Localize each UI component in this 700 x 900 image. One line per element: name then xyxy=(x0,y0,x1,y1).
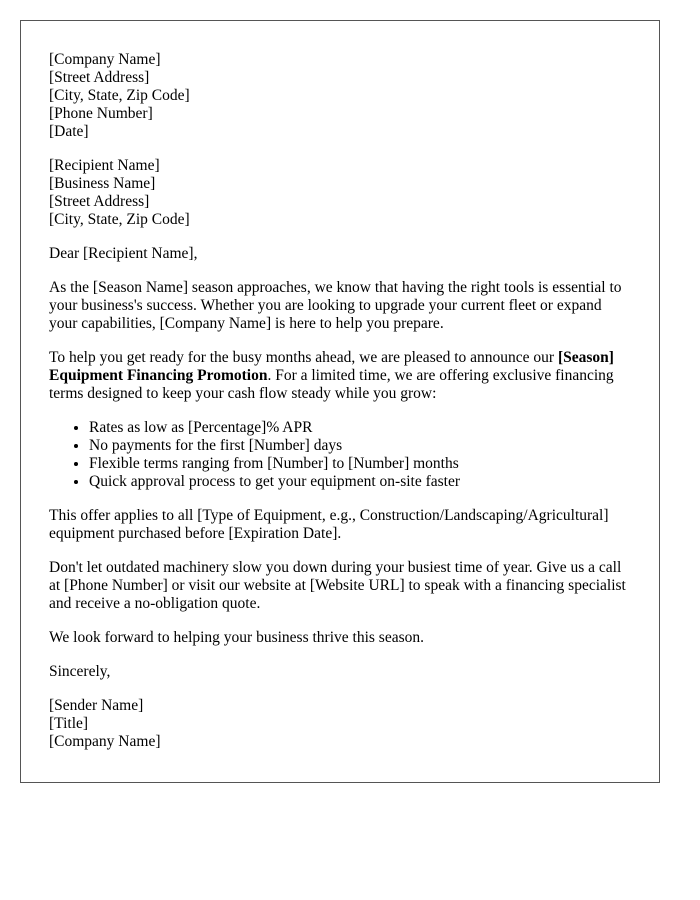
recipient-business-name: [Business Name] xyxy=(49,175,156,192)
intro-paragraph: As the [Season Name] season approaches, we know that having the right tools is essential to your business's success. Whether you are looking to upgrade your current fleet or expand your capabilities, [Company Name] is here to help you prepare. xyxy=(49,279,622,332)
promotion-paragraph xyxy=(49,349,631,403)
letter-page xyxy=(20,20,660,783)
benefit-item-quick-approval: • Quick approval process to get your equipment on-site faster xyxy=(89,473,631,491)
recipient-name: [Recipient Name] xyxy=(49,157,160,174)
sender-street-address: [Street Address] xyxy=(49,69,150,86)
closing: Sincerely, xyxy=(49,663,111,680)
offer-terms-paragraph: This offer applies to all [Type of Equipment, e.g., Construction/Landscaping/Agricultural] equipment purchased before [Expiration Date]. xyxy=(49,507,609,542)
recipient-address-block xyxy=(49,157,631,229)
sender-name: [Sender Name] xyxy=(49,697,144,714)
benefit-item-deferred-payments: • No payments for the first [Number] days xyxy=(89,437,631,455)
recipient-street-address: [Street Address] xyxy=(49,193,150,210)
benefits-list xyxy=(49,419,631,491)
call-to-action-paragraph: Don't let outdated machinery slow you down during your busiest time of year. Give us a call at [Phone Number] or visit our website at [Website URL] to speak with a financing specialist and receive a no-obligation quote. xyxy=(49,559,626,612)
sender-phone-number: [Phone Number] xyxy=(49,105,153,122)
salutation: Dear [Recipient Name], xyxy=(49,245,198,262)
promotion-name: [Season] Equipment Financing Promotion xyxy=(49,349,614,384)
sender-city-state-zip: [City, State, Zip Code] xyxy=(49,87,190,104)
recipient-city-state-zip: [City, State, Zip Code] xyxy=(49,211,190,228)
letter-date: [Date] xyxy=(49,123,89,140)
signature-company-name: [Company Name] xyxy=(49,733,161,750)
benefit-item-flexible-terms: • Flexible terms ranging from [Number] to [Number] months xyxy=(89,455,631,473)
sender-address-block xyxy=(49,51,631,141)
sender-title: [Title] xyxy=(49,715,89,732)
signature-block xyxy=(49,697,631,751)
promotion-text-after: . For a limited time, we are offering exclusive financing terms designed to keep your cash flow steady while you grow: xyxy=(49,367,614,402)
closing-remark-paragraph: We look forward to helping your business thrive this season. xyxy=(49,629,424,646)
benefit-item-rate: • Rates as low as [Percentage]% APR xyxy=(89,419,631,437)
promotion-text-before: To help you get ready for the busy months ahead, we are pleased to announce our xyxy=(49,349,558,366)
sender-company-name: [Company Name] xyxy=(49,51,161,68)
